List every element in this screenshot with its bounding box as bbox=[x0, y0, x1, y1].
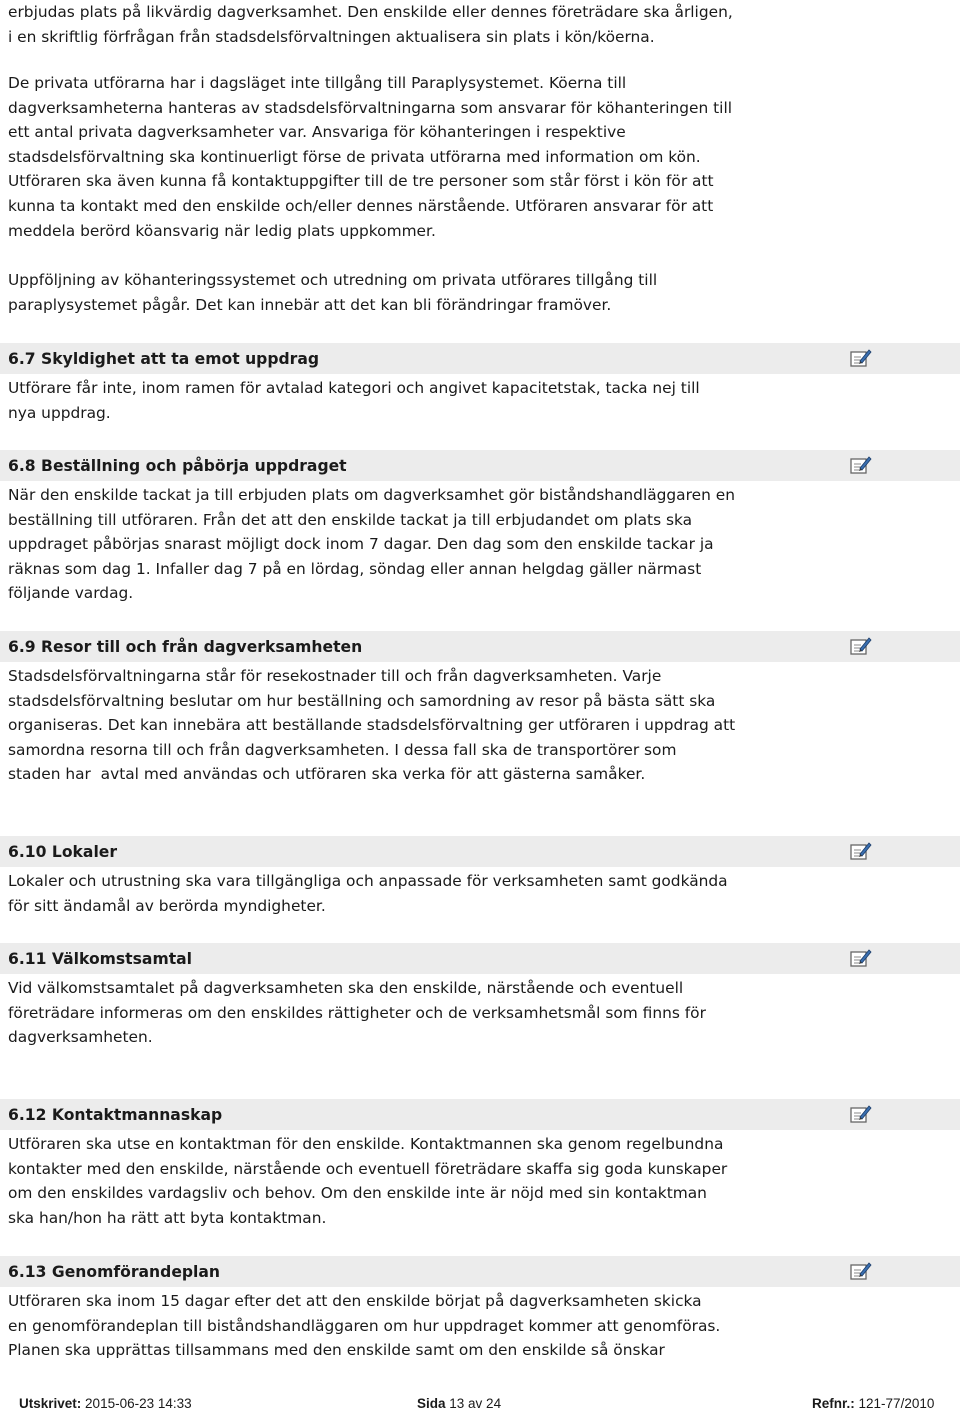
section-title: 6.9 Resor till och från dagverksamheten bbox=[8, 638, 363, 656]
text-line: Utföraren ska inom 15 dagar efter det att den enskilde börjat på dagverksamheten skicka bbox=[8, 1292, 702, 1310]
edit-pencil-icon[interactable] bbox=[850, 1104, 872, 1124]
text-line: uppdraget påbörjas snarast möjligt dock inom 7 dagar. Den dag som den enskilde tackar ja bbox=[8, 535, 714, 554]
text-line: beställning till utföraren. Från det att den enskilde tackat ja till erbjudandet om plats ska bbox=[8, 510, 693, 529]
text-line: Utförare får inte, inom ramen för avtalad kategori och angivet kapacitetstak, tacka nej till bbox=[8, 379, 700, 397]
text-line: räknas som dag 1. Infaller dag 7 på en lördag, söndag eller annan helgdag gäller närmast bbox=[8, 559, 702, 578]
text-line: kontakter med den enskilde, närstående och eventuell företrädare skaffa sig goda kunskaper bbox=[8, 1159, 728, 1178]
text-line: Stadsdelsförvaltningarna står för resekostnader till och från dagverksamheten. Varje bbox=[8, 667, 662, 685]
text-line: De privata utförarna har i dagsläget inte tillgång till Paraplysystemet. Köerna till bbox=[8, 74, 627, 92]
section-title: 6.13 Genomförandeplan bbox=[8, 1263, 221, 1281]
text-line: i en skriftlig förfrågan från stadsdelsförvaltningen aktualisera sin plats i kön/köerna. bbox=[8, 27, 655, 46]
section-body bbox=[8, 483, 808, 606]
text-line: Lokaler och utrustning ska vara tillgängliga och anpassade för verksamheten samt godkända bbox=[8, 872, 728, 890]
section-header bbox=[0, 1099, 960, 1130]
text-line: dagverksamheterna hanteras av stadsdelsförvaltningarna som ansvarar för köhanteringen till bbox=[8, 98, 732, 117]
section-body bbox=[8, 1132, 808, 1230]
text-line: stadsdelsförvaltning beslutar om hur beställning och samordning av resor på bästa sätt ska bbox=[8, 691, 716, 710]
text-line: dagverksamheten. bbox=[8, 1028, 153, 1047]
text-line: om den enskildes vardagsliv och behov. Om den enskilde inte är nöjd med sin kontaktman bbox=[8, 1184, 707, 1203]
section-body bbox=[8, 869, 808, 918]
edit-pencil-icon[interactable] bbox=[850, 841, 872, 861]
text-line: kunna ta kontakt med den enskilde och/eller dennes närstående. Utföraren ansvarar för att bbox=[8, 196, 714, 215]
section-body bbox=[8, 1289, 808, 1363]
edit-pencil-icon[interactable] bbox=[850, 948, 872, 968]
intro-paragraph-1 bbox=[8, 0, 808, 49]
text-line: Vid välkomstsamtalet på dagverksamheten ska den enskilde, närstående och eventuell bbox=[8, 979, 684, 997]
text-line: paraplysystemet pågår. Det kan innebär att det kan bli förändringar framöver. bbox=[8, 295, 612, 314]
edit-pencil-icon[interactable] bbox=[850, 636, 872, 656]
section-body bbox=[8, 976, 808, 1050]
text-line: erbjudas plats på likvärdig dagverksamhet. Den enskilde eller dennes företrädare ska årligen, bbox=[8, 3, 733, 21]
text-line: ska han/hon ha rätt att byta kontaktman. bbox=[8, 1208, 327, 1227]
page-value: 13 av 24 bbox=[449, 1396, 502, 1411]
text-line: en genomförandeplan till biståndshandläggaren om hur uppdraget kommer att genomföras. bbox=[8, 1316, 721, 1335]
intro-paragraph-2 bbox=[8, 71, 808, 243]
section-title: 6.8 Beställning och påbörja uppdraget bbox=[8, 457, 347, 475]
section-body bbox=[8, 664, 808, 787]
text-line: När den enskilde tackat ja till erbjuden plats om dagverksamhet gör biståndshandläggaren en bbox=[8, 486, 735, 504]
edit-pencil-icon[interactable] bbox=[850, 455, 872, 475]
section-header bbox=[0, 343, 960, 374]
text-line: Planen ska upprättas tillsammans med den enskilde samt om den enskilde så önskar bbox=[8, 1341, 665, 1360]
edit-pencil-icon[interactable] bbox=[850, 1261, 872, 1281]
section-title: 6.7 Skyldighet att ta emot uppdrag bbox=[8, 350, 320, 368]
section-header bbox=[0, 631, 960, 662]
ref-value: 121-77/2010 bbox=[858, 1396, 935, 1411]
text-line: meddela berörd köansvarig när ledig plats uppkommer. bbox=[8, 221, 436, 240]
page-label: Sida bbox=[417, 1396, 446, 1411]
reference-number bbox=[812, 1396, 934, 1411]
text-line: ett antal privata dagverksamheter var. Ansvariga för köhanteringen i respektive bbox=[8, 123, 626, 142]
section-header bbox=[0, 450, 960, 481]
printed-label: Utskrivet: bbox=[19, 1396, 82, 1411]
section-body bbox=[8, 376, 808, 425]
section-header bbox=[0, 836, 960, 867]
edit-pencil-icon[interactable] bbox=[850, 348, 872, 368]
ref-label: Refnr.: bbox=[812, 1396, 855, 1411]
intro-paragraph-3 bbox=[8, 268, 808, 317]
section-header bbox=[0, 1256, 960, 1287]
printed-date bbox=[19, 1396, 192, 1411]
text-line: samordna resorna till och från dagverksamheten. I dessa fall ska de transportörer som bbox=[8, 740, 677, 759]
section-header bbox=[0, 943, 960, 974]
section-title: 6.11 Välkomstsamtal bbox=[8, 950, 193, 968]
text-line: organiseras. Det kan innebära att beställande stadsdelsförvaltning ger utföraren i uppdrag att bbox=[8, 716, 736, 735]
text-line: staden har avtal med användas och utföraren ska verka för att gästerna samåker. bbox=[8, 765, 646, 784]
text-line: företrädare informeras om den enskildes rättigheter och de verksamhetsmål som finns för bbox=[8, 1003, 706, 1022]
text-line: Utföraren ska även kunna få kontaktuppgifter till de tre personer som står först i kön för att bbox=[8, 172, 714, 191]
text-line: nya uppdrag. bbox=[8, 403, 111, 422]
text-line: följande vardag. bbox=[8, 584, 134, 603]
text-line: Uppföljning av köhanteringssystemet och utredning om privata utförares tillgång till bbox=[8, 271, 658, 289]
text-line: stadsdelsförvaltning ska kontinuerligt förse de privata utförarna med information om kön. bbox=[8, 147, 701, 166]
section-title: 6.10 Lokaler bbox=[8, 843, 118, 861]
section-title: 6.12 Kontaktmannaskap bbox=[8, 1106, 223, 1124]
printed-value: 2015-06-23 14:33 bbox=[85, 1396, 192, 1411]
text-line: Utföraren ska utse en kontaktman för den enskilde. Kontaktmannen ska genom regelbundna bbox=[8, 1135, 724, 1153]
text-line: för sitt ändamål av berörda myndigheter. bbox=[8, 896, 326, 915]
page-number bbox=[417, 1396, 501, 1411]
